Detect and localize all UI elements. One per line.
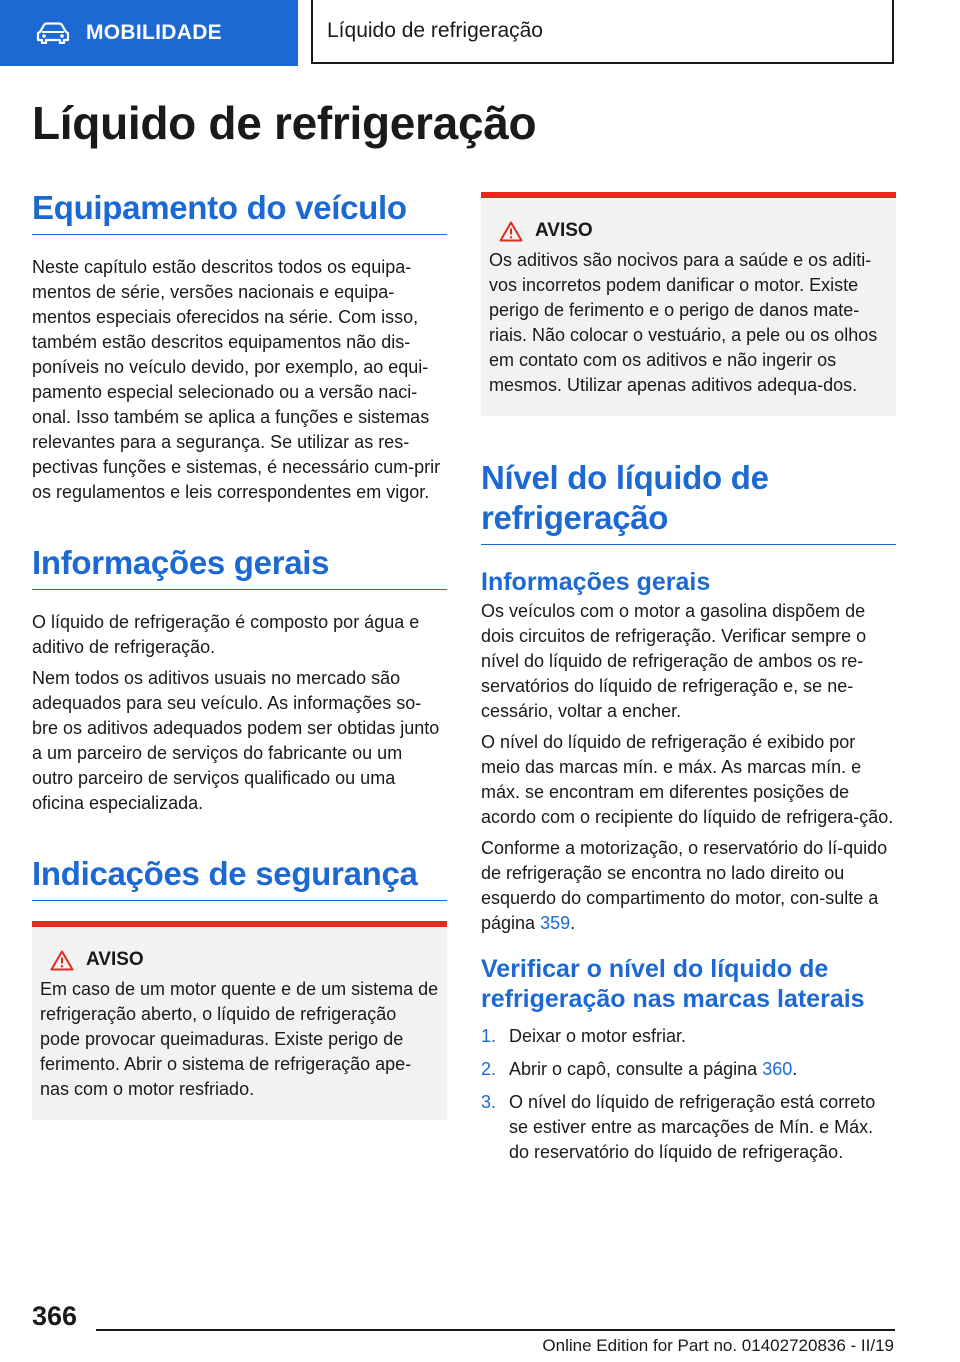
- warning-text: Os aditivos são nocivos para a saúde e os aditi-vos incorretos podem danificar o motor. Existe perigo de ferimento e o perigo de danos mate-riais. Não colocar o vestuário, a pele ou os olhos em contato com os aditivos e não ingerir os mesmos. Utilizar apenas aditivos adequa-dos.: [489, 250, 878, 395]
- step-number: 3.: [481, 1092, 497, 1112]
- section-title-coolant-level: Nível do líquido de refrigeração: [481, 458, 896, 545]
- subsection-title-general-info: Informações gerais: [481, 568, 711, 596]
- footer-divider: [96, 1329, 895, 1331]
- subsection-title-check-level: Verificar o nível do líquido de refrigeração nas marcas laterais: [481, 955, 865, 1013]
- section-title-equipment: Equipamento do veículo: [32, 188, 447, 235]
- warning-label: AVISO: [535, 220, 593, 241]
- warning-label: AVISO: [86, 949, 144, 970]
- left-column: [32, 188, 447, 1120]
- right-column: [481, 192, 896, 1173]
- page-title: Líquido de refrigeração: [32, 97, 537, 149]
- general-info-paragraph-2: Nem todos os aditivos usuais no mercado são adequados para seu veículo. As informações so-bre os aditivos adequados podem ser obtidas junto a um parceiro de serviços do fabricante ou um outro parceiro de serviços qualificado ou uma oficina especializada.: [32, 668, 440, 813]
- step-text: Abrir o capô, consulte a página: [509, 1059, 758, 1079]
- step-text-end: .: [792, 1059, 798, 1079]
- coolant-paragraph-3-text: Conforme a motorização, o reservatório do lí-quido de refrigeração se encontra no lado direito ou esquerdo do compartimento do motor, con-sulte a página: [481, 838, 888, 933]
- car-icon: [36, 22, 70, 44]
- warning-box: [32, 921, 447, 1120]
- warning-triangle-icon: [499, 221, 523, 242]
- step-item: [481, 1057, 896, 1082]
- footer-edition: Online Edition for Part no. 01402720836 - II/19: [542, 1336, 894, 1355]
- step-number: 1.: [481, 1026, 497, 1046]
- step-item: [481, 1090, 896, 1165]
- section-tab[interactable]: [0, 0, 298, 66]
- section-title-general-info: Informações gerais: [32, 543, 447, 590]
- page-link-359[interactable]: 359: [540, 913, 571, 933]
- warning-text: Em caso de um motor quente e de um sistema de refrigeração aberto, o líquido de refrigeração pode provocar queimaduras. Existe perigo de ferimento. Abrir o sistema de refrigeração ape-nas com o motor resfriado.: [40, 979, 439, 1099]
- breadcrumb-text: Líquido de refrigeração: [327, 19, 543, 42]
- step-text: Deixar o motor esfriar.: [509, 1026, 687, 1046]
- general-info-paragraph-1: O líquido de refrigeração é composto por água e aditivo de refrigeração.: [32, 612, 420, 657]
- step-text-wrapper: [509, 1057, 797, 1082]
- section-title-safety: Indicações de segurança: [32, 854, 447, 901]
- step-number: 2.: [481, 1059, 497, 1079]
- warning-triangle-icon: [50, 950, 74, 971]
- page-link-360[interactable]: 360: [762, 1059, 793, 1079]
- step-text: O nível do líquido de refrigeração está correto se estiver entre as marcações de Mín. e Máx. do reservatório do líquido de refrigeração.: [509, 1092, 876, 1162]
- equipment-paragraph: Neste capítulo estão descritos todos os equipa-mentos de série, versões nacionais e equipa-mentos especiais oferecidos na série. Com isso, também estão descritos equipamentos não dis-poníveis no veículo devido, por exemplo, ao equi-pamento especial selecionado ou a versão naci-onal. Isso também se aplica a funções e sistemas relevantes para a segurança. Se utilizar as res-pectivas funções e sistemas, é necessário cum-prir os regulamentos e leis correspondentes em vigor.: [32, 257, 441, 502]
- coolant-paragraph-1: Os veículos com o motor a gasolina dispõem de dois circuitos de refrigeração. Verificar sempre o nível do líquido de refrigeração de ambos os re-servatórios do líquido de refrigeração e, se ne-cessário, voltar a encher.: [481, 601, 867, 721]
- section-label: MOBILIDADE: [86, 21, 222, 44]
- step-item: [481, 1024, 896, 1049]
- coolant-paragraph-3: [481, 836, 896, 936]
- coolant-paragraph-2: O nível do líquido de refrigeração é exibido por meio das marcas mín. e máx. As marcas mín. e máx. se encontram em diferentes posições de acordo com o recipiente do líquido de refrigera-ção.: [481, 732, 894, 827]
- coolant-paragraph-3-end: .: [570, 913, 576, 933]
- page-number: 366: [32, 1301, 78, 1331]
- breadcrumb: [311, 0, 894, 64]
- steps-list: [481, 1024, 896, 1165]
- warning-box: [481, 192, 896, 416]
